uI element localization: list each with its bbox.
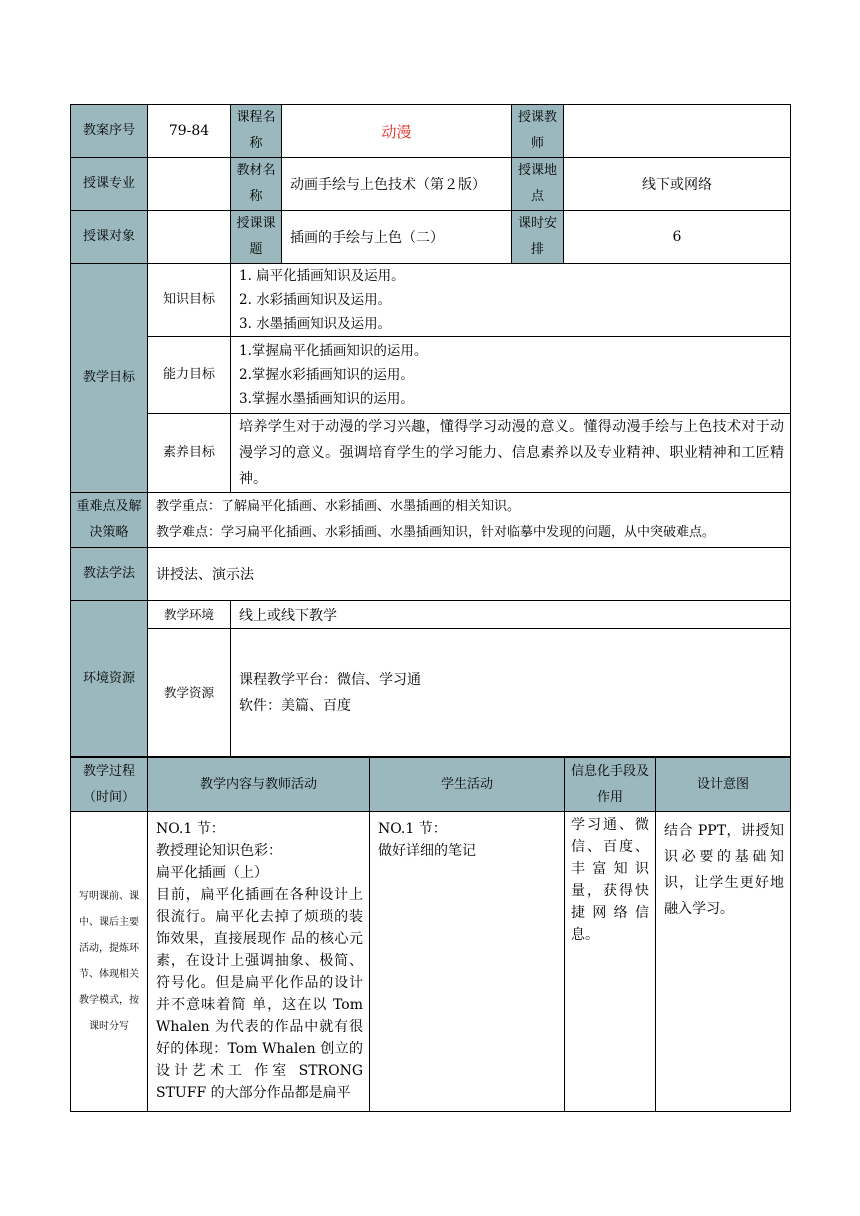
process-student-header: 学生活动 (370, 758, 565, 812)
location-label: 授课地点 (512, 158, 564, 211)
teacher-line: 教授理论知识色彩： (156, 843, 282, 859)
env-value: 线上或线下教学 (231, 601, 791, 629)
environment-label: 环境资源 (71, 601, 148, 757)
ability-goal-item: 1.掌握扁平化插画知识的运用。 (239, 343, 428, 359)
env-label: 教学环境 (148, 601, 231, 629)
process-teacher-content (148, 812, 370, 1112)
resource-value (231, 629, 791, 757)
lesson-no-label: 教案序号 (71, 105, 148, 158)
knowledge-goal-item: 1. 扁平化插画知识及运用。 (239, 268, 405, 284)
process-table (70, 757, 791, 1112)
method-label: 教法学法 (71, 548, 148, 601)
process-info-content: 学习通、微信、百度、丰富知识量，获得快捷网络信息。 (565, 812, 656, 1112)
textbook-value: 动画手绘与上色技术（第２版） (282, 158, 512, 211)
teacher-line: 扁平化插画（上） (156, 865, 268, 881)
lesson-no-value: 79-84 (148, 105, 231, 158)
process-intent-header: 设计意图 (656, 758, 791, 812)
literacy-goals: 培养学生对于动漫的学习兴趣，懂得学习动漫的意义。懂得动漫手绘与上色技术对于动漫学习的意义。强调培育学生的学习能力、信息素养以及专业精神、职业精神和工匠精神。 (231, 414, 791, 493)
hours-label: 课时安排 (512, 211, 564, 264)
key-point: 教学重点：了解扁平化插画、水彩插画、水墨插画的相关知识。 (156, 499, 521, 514)
goals-label: 教学目标 (71, 264, 148, 493)
major-value (148, 158, 231, 211)
knowledge-goal-item: 2. 水彩插画知识及运用。 (239, 292, 392, 308)
major-label: 授课专业 (71, 158, 148, 211)
process-info-header: 信息化手段及作用 (565, 758, 656, 812)
ability-goals (231, 337, 791, 414)
ability-goal-item: 2.掌握水彩插画知识的运用。 (239, 367, 414, 383)
audience-label: 授课对象 (71, 211, 148, 264)
student-line: 做好详细的笔记 (378, 843, 476, 859)
process-teacher-header: 教学内容与教师活动 (148, 758, 370, 812)
resource-label: 教学资源 (148, 629, 231, 757)
knowledge-goal-item: 3. 水墨插画知识及运用。 (239, 316, 392, 332)
topic-value: 插画的手绘与上色（二） (282, 211, 512, 264)
teacher-value (564, 105, 791, 158)
location-value: 线下或网络 (564, 158, 791, 211)
topic-label: 授课课题 (231, 211, 282, 264)
lesson-info-table (70, 104, 791, 757)
process-student-content (370, 812, 565, 1112)
process-intent-content: 结合 PPT，讲授知识必要的基础知识，让学生更好地融入学习。 (656, 812, 791, 1112)
ability-goal-label: 能力目标 (148, 337, 231, 414)
ability-goal-item: 3.掌握水墨插画知识的运用。 (239, 391, 414, 407)
student-line: NO.1 节： (378, 821, 447, 837)
audience-value (148, 211, 231, 264)
course-value: 动漫 (282, 105, 512, 158)
resource-line: 课程教学平台：微信、学习通 (239, 671, 421, 688)
difficulty-content (148, 493, 791, 548)
hard-point: 教学难点：学习扁平化插画、水彩插画、水墨插画知识，针对临摹中发现的问题，从中突破难点。 (156, 525, 716, 540)
teacher-paragraph: 目前，扁平化插画在各种设计上很流行。扁平化去掉了烦琐的装饰效果，直接展现作 品的核心元素，在设计上强调抽象、极简、符号化。但是扁平化作品的设计并不意味着简 单，这在以 Tom Whalen 为代表的作品中就有很好的体现：Tom Whalen 创立的设计艺术工 作室 STRONG STUFF 的大部分作品都是扁平 (156, 887, 363, 1101)
literacy-goal-label: 素养目标 (148, 414, 231, 493)
process-time-note: 写明课前、课中、课后主要活动，提炼环节、体现相关教学模式，按课时分写 (71, 812, 148, 1112)
teacher-label: 授课教师 (512, 105, 564, 158)
knowledge-goals (231, 264, 791, 337)
process-time-header: 教学过程（时间） (71, 758, 148, 812)
hours-value: 6 (564, 211, 791, 264)
knowledge-goal-label: 知识目标 (148, 264, 231, 337)
resource-line: 软件：美篇、百度 (239, 697, 351, 714)
difficulty-label: 重难点及解决策略 (71, 493, 148, 548)
teacher-line: NO.1 节： (156, 821, 225, 837)
course-label: 课程名称 (231, 105, 282, 158)
method-value: 讲授法、演示法 (148, 548, 791, 601)
textbook-label: 教材名称 (231, 158, 282, 211)
